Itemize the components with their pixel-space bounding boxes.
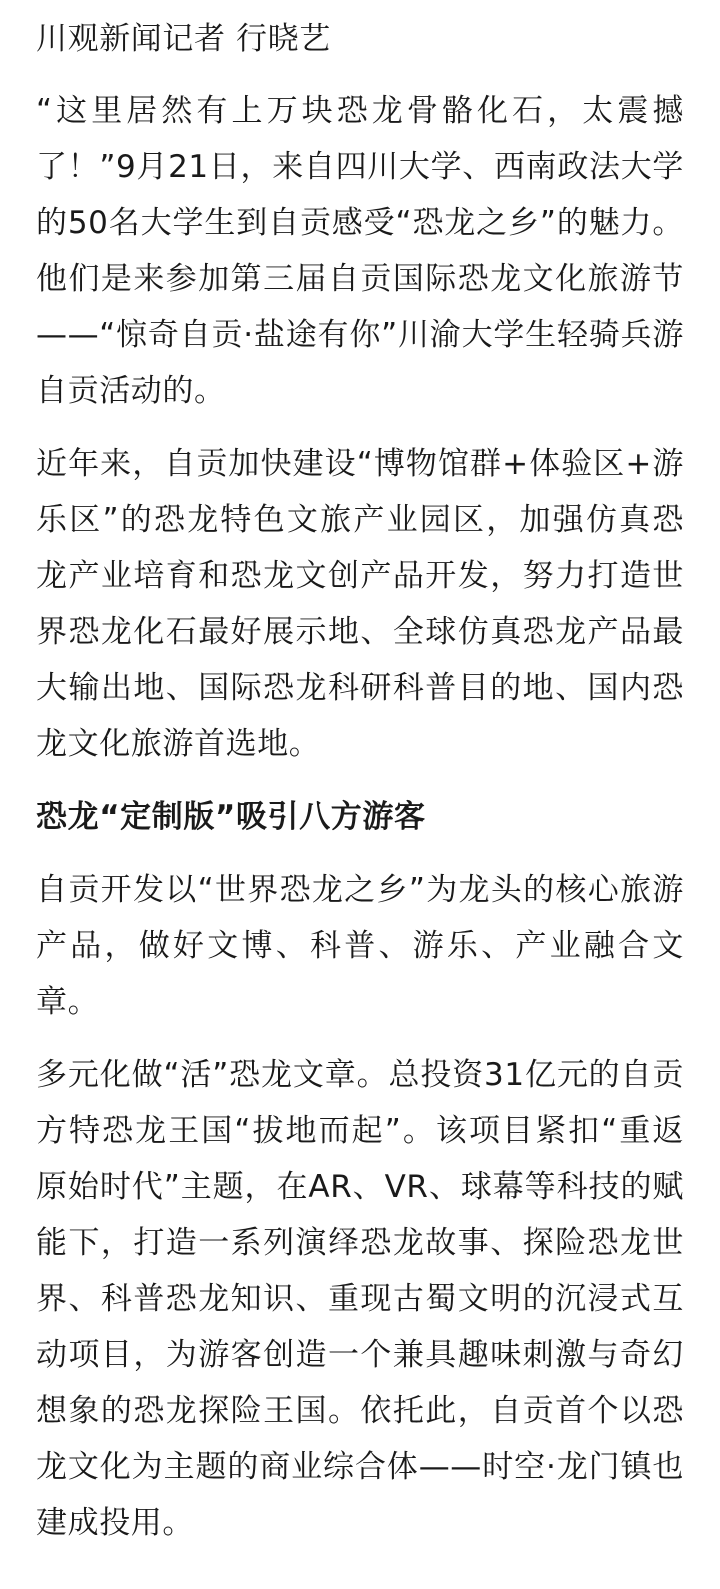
section-heading: 恐龙“定制版”吸引八方游客	[36, 799, 426, 835]
section-paragraph-1: 自贡开发以“世界恐龙之乡”为龙头的核心旅游产品，做好文博、科普、游乐、产业融合文章。	[36, 872, 684, 1020]
article-byline: 川观新闻记者 行晓艺	[36, 21, 331, 57]
section-paragraph-2: 多元化做“活”恐龙文章。总投资31亿元的自贡方特恐龙王国“拔地而起”。该项目紧扣“重返原始时代”主题，在AR、VR、球幕等科技的赋能下，打造一系列演绎恐龙故事、探险恐龙世界、科普恐龙知识、重现古蜀文明的沉浸式互动项目，为游客创造一个兼具趣味刺激与奇幻想象的恐龙探险王国。依托此，自贡首个以恐龙文化为主题的商业综合体——时空·龙门镇也建成投用。	[36, 1057, 684, 1541]
article-paragraph-1: “这里居然有上万块恐龙骨骼化石，太震撼了！”9月21日，来自四川大学、西南政法大学的50名大学生到自贡感受“恐龙之乡”的魅力。他们是来参加第三届自贡国际恐龙文化旅游节——“惊奇自贡·盐途有你”川渝大学生轻骑兵游自贡活动的。	[36, 93, 684, 409]
article-paragraph-2: 近年来，自贡加快建设“博物馆群+体验区+游乐区”的恐龙特色文旅产业园区，加强仿真恐龙产业培育和恐龙文创产品开发，努力打造世界恐龙化石最好展示地、全球仿真恐龙产品最大输出地、国际恐龙科研科普目的地、国内恐龙文化旅游首选地。	[36, 446, 684, 762]
